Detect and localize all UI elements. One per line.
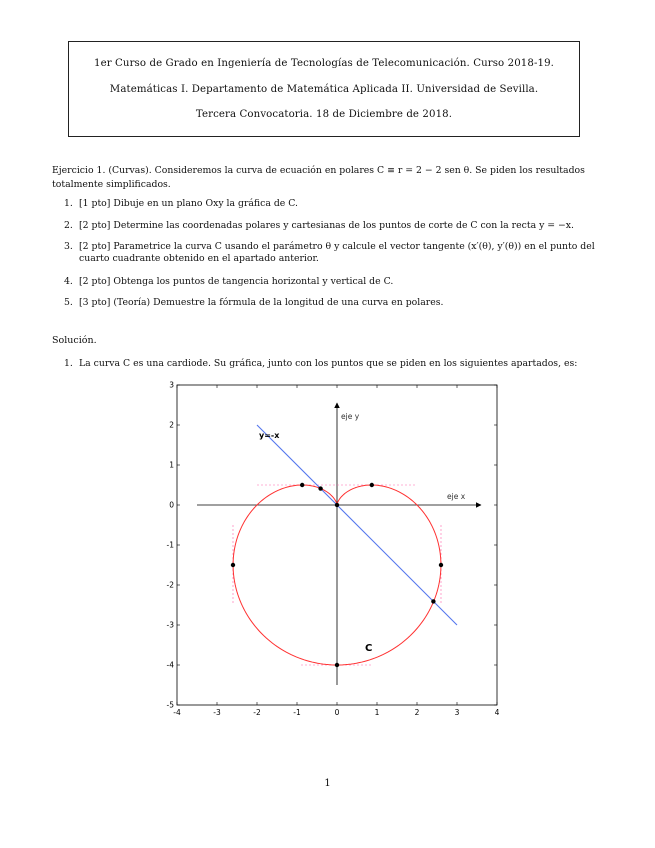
marked-point [318,486,322,490]
x-tick-label: -2 [253,708,261,717]
item-number: 1. [64,198,73,209]
exercise-item [64,241,604,267]
x-tick-label: 1 [374,708,380,717]
x-tick-label: 4 [494,708,500,717]
y-tick-label: -5 [166,700,174,710]
page-number: 1 [324,778,331,789]
marked-point [335,503,339,507]
x-tick-label: -4 [173,708,181,717]
header-box [68,41,580,137]
solution-heading: Solución. [52,335,97,346]
x-tick-label: 3 [454,708,460,717]
x-axis-label: eje x [447,492,466,501]
y-tick-label: -1 [166,540,174,550]
header-exam-date-line: Tercera Convocatoria. 18 de Diciembre de 2018. [195,109,453,120]
y-tick-label: 2 [169,420,174,430]
marked-point [370,483,374,487]
item-number: 2. [64,220,73,231]
y-tick-label: -2 [166,580,174,590]
x-tick-label: -3 [213,708,221,717]
y-tick-label: 1 [169,460,174,470]
item-text: [2 pto] Obtenga los puntos de tangencia horizontal y vertical de C. [79,276,394,287]
curve-label: C [365,643,373,654]
marked-point [439,563,443,567]
item-text: [1 pto] Dibuje en un plano Oxy la gráfica de C. [79,198,298,209]
item-text: [2 pto] Determine las coordenadas polares y cartesianas de los puntos de corte de C con la recta y = −x. [79,220,575,231]
line-label: y=-x [259,431,280,441]
y-tick-label: 3 [169,380,174,390]
y-tick-label: 0 [169,500,174,510]
cardioid-chart [160,378,510,718]
item-number: 5. [64,297,73,308]
item-number: 3. [64,241,73,252]
y-tick-label: -3 [166,620,174,630]
x-tick-label: 2 [414,708,420,717]
item-number: 4. [64,276,73,287]
marked-point [231,563,235,567]
marked-point [300,483,304,487]
item-text: La curva C es una cardiode. Su gráfica, junto con los puntos que se piden en los siguientes apartados, es: [79,358,578,369]
marked-point [431,599,435,603]
item-number: 1. [64,358,73,369]
y-tick-label: -4 [166,660,174,670]
line-y-equals-minus-x [257,425,457,625]
item-text: [3 pto] (Teoría) Demuestre la fórmula de la longitud de una curva en polares. [79,297,444,308]
x-tick-label: -1 [293,708,301,717]
y-axis-label: eje y [341,412,360,421]
header-course-line: 1er Curso de Grado en Ingeniería de Tecnologías de Telecomunicación. Curso 2018-19. [94,58,554,69]
x-tick-label: 0 [334,708,340,717]
exercise-statement: Ejercicio 1. (Curvas). Consideremos la curva de ecuación en polares C ≡ r = 2 − 2 sen θ. Se piden los resultados totalmente simplificados. [52,165,585,190]
item-text: [2 pto] Parametrice la curva C usando el parámetro θ y calcule el vector tangente (x′(θ), y′(θ)) en el punto del cuarto cuadrante obtenido en el apartado anterior. [79,241,595,264]
marked-point [335,663,339,667]
header-department-line: Matemáticas I. Departamento de Matemática Aplicada II. Universidad de Sevilla. [109,84,539,95]
